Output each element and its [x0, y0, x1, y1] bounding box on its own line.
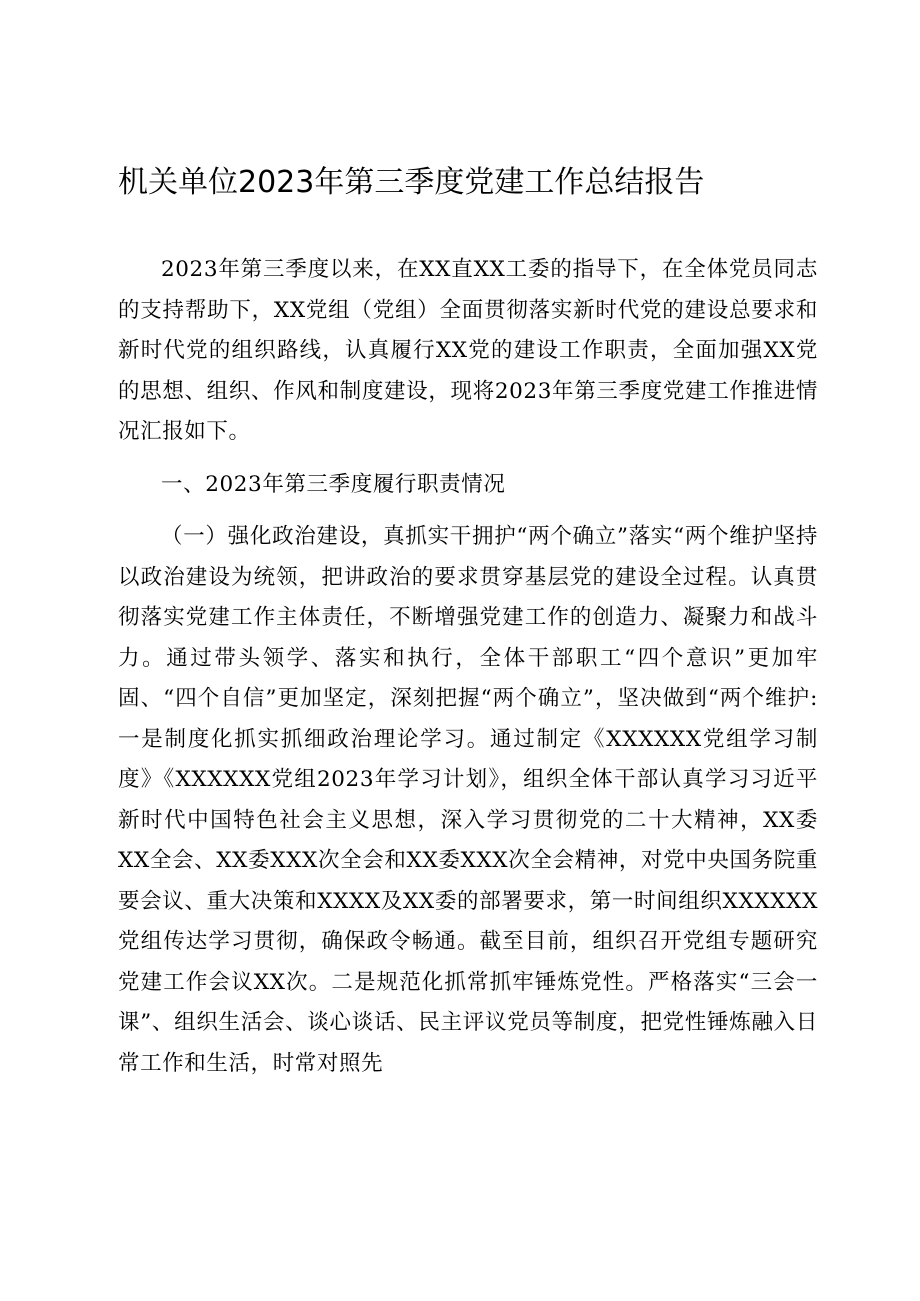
body-paragraph: （一）强化政治建设，真抓实干拥护“两个确立”落实“两个维护坚持以政治建设为统领，把讲政治的要求贯穿基层党的建设全过程。认真贯彻落实党建工作主体责任，不断增强党建工作的创造力、凝聚力和战斗力。通过带头领学、落实和执行，全体干部职工“四个意识”更加牢固、“四个自信”更加坚定，深刻把握“两个确立”，坚决做到“两个维护:一是制度化抓实抓细政治理论学习。通过制定《XXXXXX党组学习制度》《XXXXXX党组2023年学习计划》，组织全体干部认真学习习近平新时代中国特色社会主义思想，深入学习贯彻党的二十大精神，XX委XX全会、XX委XXX次全会和XX委XXX次全会精神，对党中央国务院重要会议、重大决策和XXXX及XX委的部署要求，第一时间组织XXXXXX党组传达学习贯彻，确保政令畅通。截至目前，组织召开党组专题研究党建工作会议XX次。二是规范化抓常抓牢锤炼党性。严格落实“三会一课”、组织生活会、谈心谈话、民主评议党员等制度，把党性锤炼融入日常工作和生活，时常对照先: [118, 524, 818, 1076]
document-body: [118, 250, 818, 1096]
section-heading: 一、2023年第三季度履行职责情况: [161, 471, 506, 497]
intro-paragraph: 2023年第三季度以来，在XX直XX工委的指导下，在全体党员同志的支持帮助下，XX党组（党组）全面贯彻落实新时代党的建设总要求和新时代党的组织路线，认真履行XX党的建设工作职责，全面加强XX党的思想、组织、作风和制度建设，现将2023年第三季度党建工作推进情况汇报如下。: [118, 257, 818, 444]
document-title: 机关单位2023年第三季度党建工作总结报告: [118, 165, 705, 200]
